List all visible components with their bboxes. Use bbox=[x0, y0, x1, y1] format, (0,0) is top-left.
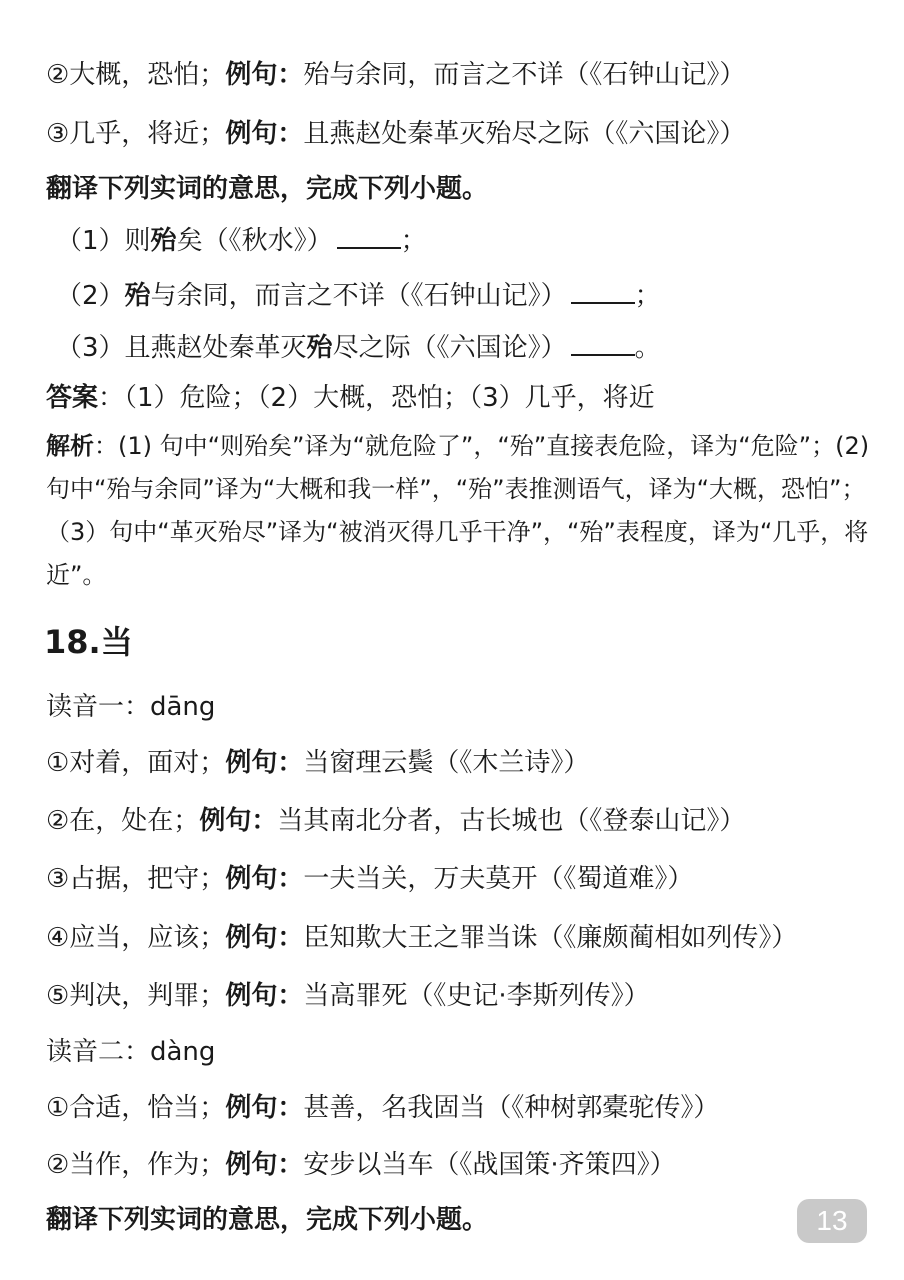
example-sentence: 当其南北分者，古长城也（《登泰山记》） bbox=[277, 806, 746, 836]
answer-label: 答案 bbox=[46, 383, 99, 413]
section-title: 18.当 bbox=[44, 623, 133, 661]
sense-meaning: ①对着，面对； bbox=[46, 748, 226, 778]
item-end: ； bbox=[634, 281, 661, 311]
key-word: 殆 bbox=[124, 281, 151, 311]
example-label: 例句： bbox=[199, 806, 278, 836]
example-sentence: 安步以当车（《战国策·齐策四》） bbox=[303, 1150, 676, 1180]
example-label: 例句： bbox=[225, 60, 304, 90]
key-word: 殆 bbox=[150, 226, 177, 256]
sense-line bbox=[46, 862, 880, 896]
sense-meaning: ⑤判决，判罪； bbox=[46, 981, 226, 1011]
analysis-label: 解析 bbox=[46, 432, 94, 460]
item-prefix: （3）且燕赵处秦革灭 bbox=[56, 333, 307, 363]
analysis-text: ：(1) 句中“则殆矣”译为“就危险了”，“殆”直接表危险，译为“危险”；(2) 句中“殆与余同”译为“大概和我一样”，“殆”表推测语气，译为“大概，恐怕”；（3）句中“革灭殆尽”译为“被消灭得几乎干净”，“殆”表程度，译为“几乎，将近”。 bbox=[46, 432, 870, 589]
item-suffix: 与余同，而言之不详（《石钟山记》） bbox=[150, 281, 567, 311]
sense-meaning: ②在，处在； bbox=[46, 806, 200, 836]
example-sentence: 甚善，名我固当（《种树郭橐驼传》） bbox=[303, 1093, 720, 1123]
item-suffix: 矣（《秋水》） bbox=[176, 226, 333, 256]
exercise-instruction: 翻译下列实词的意思，完成下列小题。 bbox=[46, 1205, 489, 1235]
sense-line bbox=[46, 1148, 880, 1182]
analysis-paragraph bbox=[46, 425, 882, 597]
sense-meaning: ③占据，把守； bbox=[46, 864, 226, 894]
sense-line bbox=[46, 804, 880, 838]
example-label: 例句： bbox=[225, 864, 304, 894]
exercise-item bbox=[56, 279, 661, 313]
answer-blank bbox=[337, 225, 401, 249]
sense-line bbox=[46, 746, 880, 780]
exercise-instruction: 翻译下列实词的意思，完成下列小题。 bbox=[46, 174, 489, 204]
answer-blank bbox=[571, 332, 635, 356]
example-sentence: 当窗理云鬓（《木兰诗》） bbox=[303, 748, 590, 778]
sense-meaning: ③几乎，将近； bbox=[46, 119, 226, 149]
item-end: 。 bbox=[634, 333, 661, 363]
example-label: 例句： bbox=[225, 119, 304, 149]
answer-text: ：（1）危险；（2）大概，恐怕；（3）几乎，将近 bbox=[98, 383, 655, 413]
exercise-item bbox=[56, 224, 427, 258]
sense-line bbox=[46, 921, 880, 955]
sense-line bbox=[46, 1091, 880, 1125]
example-label: 例句： bbox=[225, 923, 304, 953]
page-number-badge: 13 bbox=[797, 1199, 867, 1243]
sense-meaning: ①合适，恰当； bbox=[46, 1093, 226, 1123]
example-label: 例句： bbox=[225, 1150, 304, 1180]
example-sentence: 一夫当关，万夫莫开（《蜀道难》） bbox=[303, 864, 694, 894]
sense-meaning: ④应当，应该； bbox=[46, 923, 226, 953]
example-label: 例句： bbox=[225, 748, 304, 778]
sense-meaning: ②当作，作为； bbox=[46, 1150, 226, 1180]
example-sentence: 当高罪死（《史记·李斯列传》） bbox=[303, 981, 650, 1011]
example-sentence: 殆与余同，而言之不详（《石钟山记》） bbox=[303, 60, 746, 90]
answer-blank bbox=[571, 280, 635, 304]
item-prefix: （1）则 bbox=[56, 226, 151, 256]
key-word: 殆 bbox=[306, 333, 333, 363]
item-suffix: 尽之际（《六国论》） bbox=[332, 333, 567, 363]
sense-line bbox=[46, 979, 880, 1013]
item-end: ； bbox=[400, 226, 427, 256]
sense-line bbox=[46, 117, 880, 151]
sense-meaning: ②大概，恐怕； bbox=[46, 60, 226, 90]
reading-label: 读音一：dāng bbox=[46, 692, 216, 722]
example-label: 例句： bbox=[225, 1093, 304, 1123]
example-sentence: 且燕赵处秦革灭殆尽之际（《六国论》） bbox=[303, 119, 746, 149]
exercise-item bbox=[56, 331, 661, 365]
example-sentence: 臣知欺大王之罪当诛（《廉颇蔺相如列传》） bbox=[303, 923, 798, 953]
item-prefix: （2） bbox=[56, 281, 125, 311]
answer-line bbox=[46, 381, 880, 415]
reading-label: 读音二：dàng bbox=[46, 1037, 216, 1067]
sense-line bbox=[46, 58, 880, 92]
example-label: 例句： bbox=[225, 981, 304, 1011]
